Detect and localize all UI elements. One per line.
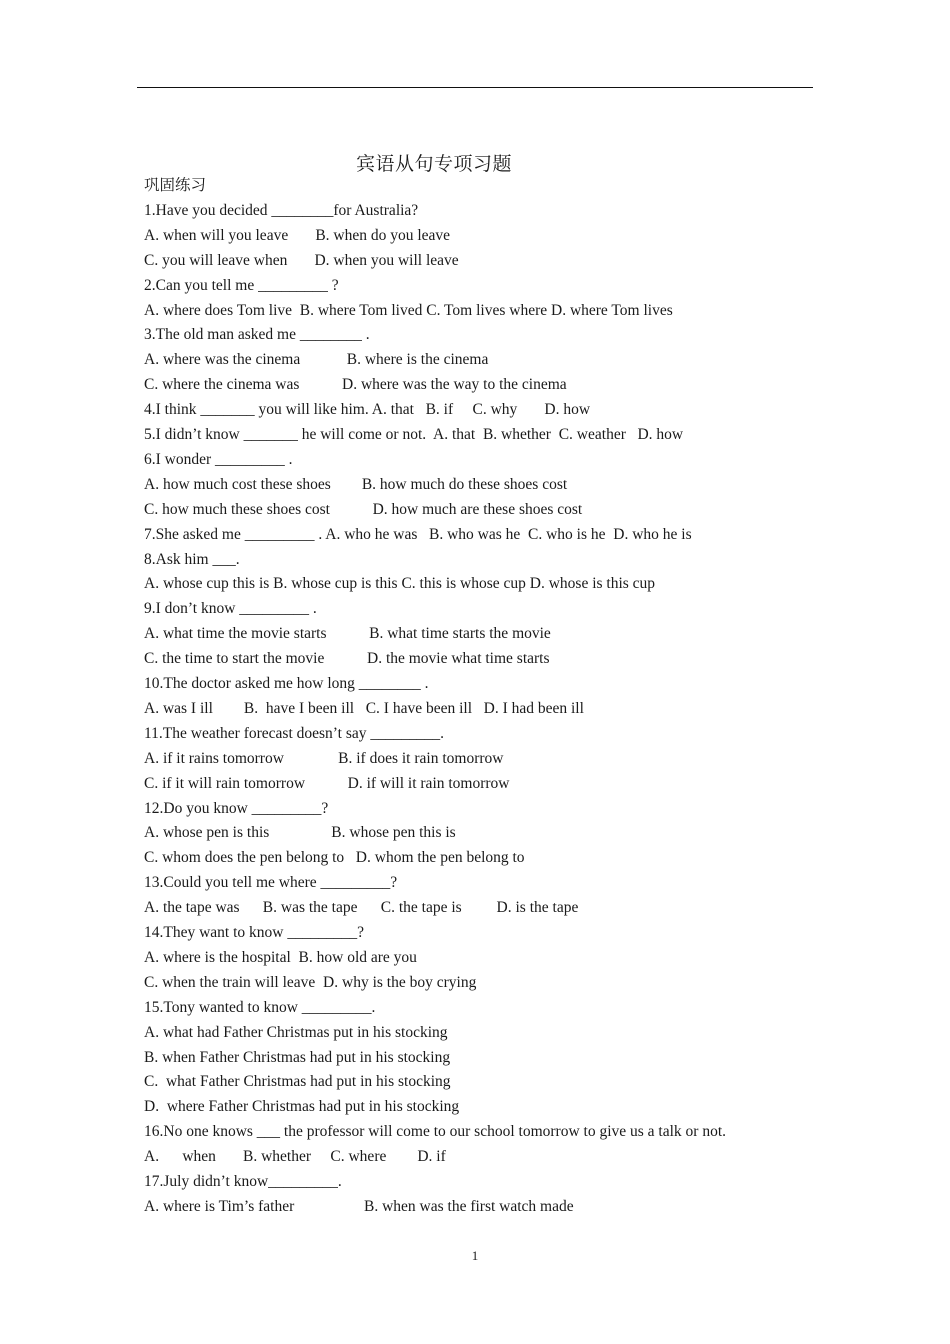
question-line: A. what time the movie starts B. what time starts the movie — [144, 625, 551, 643]
question-line: A. how much cost these shoes B. how much do these shoes cost — [144, 475, 568, 493]
question-line: A. where is the hospital B. how old are you — [144, 948, 417, 966]
question-line: A. if it rains tomorrow B. if does it rain tomorrow — [144, 749, 504, 767]
question-line: C. whom does the pen belong to D. whom the pen belong to — [144, 849, 525, 867]
document-title: 宾语从句专项习题 — [355, 154, 512, 175]
page-number: 1 — [471, 1248, 479, 1263]
question-line: 10.The doctor asked me how long ________ . — [144, 675, 429, 692]
question-line: A. where does Tom live B. where Tom lived C. Tom lives where D. where Tom lives — [144, 301, 673, 319]
question-line: A. whose pen is this B. whose pen this is — [144, 824, 456, 842]
question-line: 16.No one knows ___ the professor will come to our school tomorrow to give us a talk or not. — [144, 1123, 727, 1141]
question-line: C. how much these shoes cost D. how much are these shoes cost — [144, 500, 583, 518]
question-line: 4.I think _______ you will like him. A. that B. if C. why D. how — [144, 401, 591, 419]
question-line: 8.Ask him ___. — [144, 550, 240, 568]
question-line: D. where Father Christmas had put in his stocking — [144, 1098, 460, 1116]
question-line: C. where the cinema was D. where was the way to the cinema — [144, 376, 567, 394]
question-line: A. what had Father Christmas put in his stocking — [144, 1023, 448, 1041]
question-line: 9.I don’t know _________ . — [144, 600, 317, 618]
question-line: 2.Can you tell me _________ ? — [144, 276, 339, 294]
question-line: 15.Tony wanted to know _________. — [144, 998, 376, 1016]
question-line: A. was I ill B. have I been ill C. I have been ill D. I had been ill — [144, 699, 584, 717]
question-line: C. if it will rain tomorrow D. if will it rain tomorrow — [144, 774, 510, 792]
section-heading: 巩固练习 — [144, 177, 207, 194]
question-line: 5.I didn’t know _______ he will come or not. A. that B. whether C. weather D. how — [144, 426, 684, 443]
question-line: 17.July didn’t know_________. — [144, 1173, 342, 1190]
question-line: 7.She asked me _________ . A. who he was B. who was he C. who is he D. who he is — [144, 525, 692, 543]
question-line: C. what Father Christmas had put in his stocking — [144, 1073, 451, 1091]
question-line: 6.I wonder _________ . — [144, 450, 293, 468]
question-line: A. where is Tim’s father B. when was the first watch made — [144, 1197, 574, 1215]
question-line: B. when Father Christmas had put in his stocking — [144, 1048, 451, 1066]
question-line: 11.The weather forecast doesn’t say _________. — [144, 724, 445, 742]
question-line: A. where was the cinema B. where is the cinema — [144, 351, 489, 369]
question-line: 13.Could you tell me where _________? — [144, 874, 398, 892]
header-rule — [137, 87, 813, 88]
question-line: C. the time to start the movie D. the movie what time starts — [144, 650, 550, 668]
question-line: A. the tape was B. was the tape C. the tape is D. is the tape — [144, 899, 579, 917]
question-line: C. when the train will leave D. why is the boy crying — [144, 973, 477, 991]
question-line: 1.Have you decided ________for Australia? — [144, 201, 419, 219]
question-line: C. you will leave when D. when you will leave — [144, 251, 459, 269]
question-line: 3.The old man asked me ________ . — [144, 326, 370, 344]
question-line: A. whose cup this is B. whose cup is this C. this is whose cup D. whose is this cup — [144, 575, 656, 593]
question-line: A. when will you leave B. when do you leave — [144, 226, 451, 244]
question-line: 14.They want to know _________? — [144, 924, 364, 941]
question-line: A. when B. whether C. where D. if — [144, 1148, 446, 1166]
question-line: 12.Do you know _________? — [144, 799, 329, 817]
